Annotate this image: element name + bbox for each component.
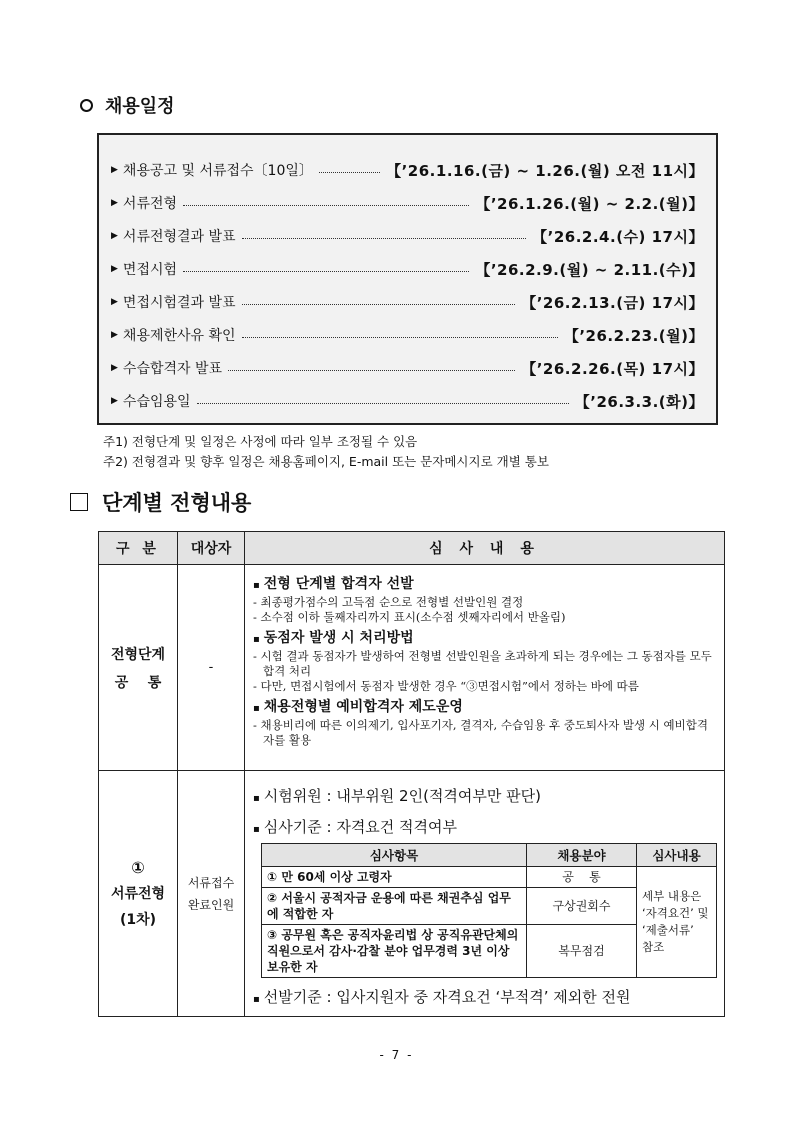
content-cell <box>245 565 725 771</box>
table-row-document-screening <box>99 771 725 1017</box>
leader-dots <box>228 370 515 371</box>
screening-table <box>98 531 725 1017</box>
criteria-field: 구상권회수 <box>527 888 637 925</box>
inner-header: 심사내용 <box>637 844 717 867</box>
triangle-bullet-icon: ▶ <box>111 330 118 340</box>
triangle-bullet-icon: ▶ <box>111 231 118 241</box>
schedule-row <box>111 159 704 181</box>
square-bullet-icon <box>70 493 88 511</box>
section-title: 채용일정 <box>105 96 175 117</box>
header-category: 구 분 <box>99 532 178 565</box>
step-phase: (1차) <box>119 912 157 928</box>
schedule-row <box>111 225 704 247</box>
criteria-detail: 세부 내용은 ‘자격요건’ 및 ‘제출서류’ 참조 <box>637 867 717 978</box>
content-cell <box>245 771 725 1017</box>
schedule-date: 【’26.2.26.(목) 17시】 <box>521 359 704 378</box>
inner-header-row <box>262 844 717 867</box>
target-line: 서류접수 <box>187 875 235 890</box>
triangle-bullet-icon: ▶ <box>111 165 118 175</box>
inner-row <box>262 867 717 888</box>
schedule-row <box>111 291 704 313</box>
schedule-date: 【’26.1.16.(금) ~ 1.26.(월) 오전 11시】 <box>386 161 704 180</box>
criteria-table <box>261 843 717 978</box>
schedule-label: 수습임용일 <box>122 394 191 410</box>
schedule-date: 【’26.2.4.(수) 17시】 <box>532 227 704 246</box>
criteria-field: 공 통 <box>527 867 637 888</box>
schedule-row <box>111 258 704 280</box>
inner-header: 심사항목 <box>262 844 527 867</box>
category-cell <box>99 771 178 1017</box>
header-target: 대상자 <box>178 532 245 565</box>
content-sub: - 소수점 이하 둘째자리까지 표시(소수점 셋째자리에서 반올림) <box>253 610 566 624</box>
leader-dots <box>197 403 569 404</box>
header-content: 심 사 내 용 <box>245 532 725 565</box>
content-bullet: ▪ 심사기준 : 자격요건 적격여부 <box>253 818 458 836</box>
section-heading-screening <box>70 487 251 517</box>
schedule-label: 면접시험 <box>122 262 178 278</box>
content-sub: - 다만, 면접시험에서 동점자 발생한 경우 “③면접시험”에서 정하는 바에 따름 <box>253 679 639 693</box>
schedule-label: 면접시험결과 발표 <box>122 295 236 311</box>
content-sub: - 채용비리에 따른 이의제기, 입사포기자, 결격자, 수습임용 후 중도퇴사자 발생 시 예비합격자를 활용 <box>253 718 708 747</box>
section-heading-schedule <box>80 92 175 118</box>
triangle-bullet-icon: ▶ <box>111 297 118 307</box>
square-bullet-icon: ▪ <box>253 824 260 835</box>
criteria-item: ① 만 60세 이상 고령자 <box>262 867 527 888</box>
category-line: 공 통 <box>114 674 162 691</box>
leader-dots <box>183 205 469 206</box>
content-bullet: ▪ 채용전형별 예비합격자 제도운영 <box>253 699 463 715</box>
triangle-bullet-icon: ▶ <box>111 264 118 274</box>
target-cell: - <box>178 565 245 771</box>
page-number: - 7 - <box>379 1048 414 1062</box>
schedule-date: 【’26.2.13.(금) 17시】 <box>521 293 704 312</box>
triangle-bullet-icon: ▶ <box>111 363 118 373</box>
schedule-date: 【’26.2.23.(월)】 <box>563 326 704 345</box>
leader-dots <box>242 304 516 305</box>
criteria-item: ② 서울시 공적자금 운용에 따른 채권추심 업무에 적합한 자 <box>262 888 527 925</box>
criteria-item: ③ 공무원 혹은 공직자윤리법 상 공직유관단체의 직원으로서 감사·감찰 분야 업무경력 3년 이상 보유한 자 <box>262 925 527 978</box>
square-bullet-icon: ▪ <box>253 703 260 714</box>
category-line: 전형단계 <box>110 646 166 663</box>
category-cell <box>99 565 178 771</box>
content-sub: - 시험 결과 동점자가 발생하여 전형별 선발인원을 초과하게 되는 경우에는 그 동점자를 모두 합격 처리 <box>253 649 712 678</box>
content-sub: - 최종평가점수의 고득점 순으로 전형별 선발인원 결정 <box>253 595 524 609</box>
table-row-common <box>99 565 725 771</box>
circle-bullet-icon <box>80 99 93 112</box>
square-bullet-icon: ▪ <box>253 994 260 1005</box>
inner-header: 채용분야 <box>527 844 637 867</box>
schedule-label: 채용공고 및 서류접수〔10일〕 <box>122 163 313 179</box>
schedule-label: 서류전형 <box>122 196 178 212</box>
square-bullet-icon: ▪ <box>253 793 260 804</box>
section-title: 단계별 전형내용 <box>102 491 252 515</box>
step-number: ① <box>131 858 145 877</box>
content-bullet: ▪ 전형 단계별 합격자 선발 <box>253 576 414 592</box>
step-name: 서류전형 <box>110 886 166 902</box>
target-line: 완료인원 <box>187 897 235 912</box>
triangle-bullet-icon: ▶ <box>111 396 118 406</box>
schedule-row <box>111 192 704 214</box>
triangle-bullet-icon: ▶ <box>111 198 118 208</box>
leader-dots <box>183 271 469 272</box>
leader-dots <box>242 337 558 338</box>
content-bullet: ▪ 선발기준 : 입사지원자 중 자격요건 ‘부적격’ 제외한 전원 <box>253 988 631 1006</box>
schedule-box <box>97 133 718 425</box>
content-bullet: ▪ 동점자 발생 시 처리방법 <box>253 630 414 646</box>
leader-dots <box>242 238 527 239</box>
table-header-row <box>99 532 725 565</box>
schedule-date: 【’26.2.9.(월) ~ 2.11.(수)】 <box>475 260 704 279</box>
target-cell <box>178 771 245 1017</box>
footnote: 주2) 전형결과 및 향후 일정은 채용홈페이지, E-mail 또는 문자메시지로 개별 통보 <box>103 454 549 469</box>
schedule-label: 서류전형결과 발표 <box>122 229 236 245</box>
schedule-label: 수습합격자 발표 <box>122 361 223 377</box>
schedule-row <box>111 390 704 412</box>
square-bullet-icon: ▪ <box>253 580 260 591</box>
schedule-row <box>111 324 704 346</box>
leader-dots <box>319 172 380 173</box>
square-bullet-icon: ▪ <box>253 634 260 645</box>
content-bullet: ▪ 시험위원 : 내부위원 2인(적격여부만 판단) <box>253 787 541 805</box>
schedule-date: 【’26.1.26.(월) ~ 2.2.(월)】 <box>475 194 704 213</box>
criteria-field: 복무점검 <box>527 925 637 978</box>
schedule-row <box>111 357 704 379</box>
schedule-date: 【’26.3.3.(화)】 <box>574 392 704 411</box>
schedule-label: 채용제한사유 확인 <box>122 328 236 344</box>
footnote: 주1) 전형단계 및 일정은 사정에 따라 일부 조정될 수 있음 <box>103 434 418 449</box>
